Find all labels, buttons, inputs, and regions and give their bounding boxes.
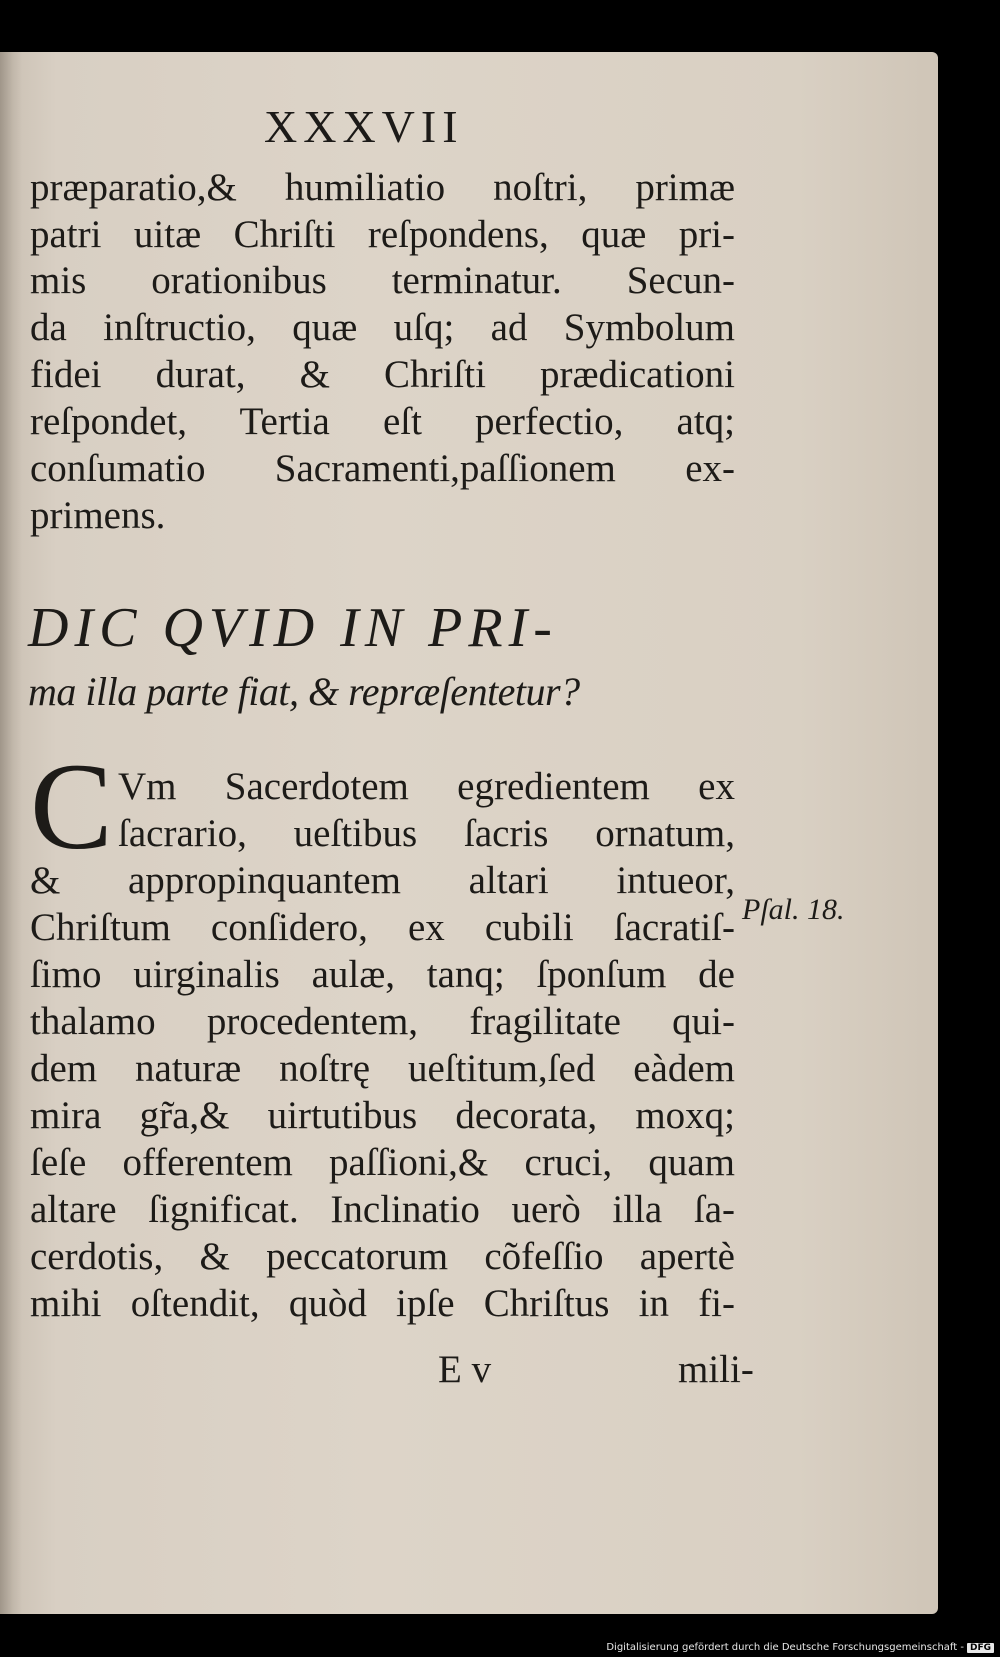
text-line: altare ſignificat. Inclinatio uerò illa ſa- bbox=[30, 1188, 735, 1231]
text-line: præparatio,& humiliatio noſtri, primæ bbox=[30, 166, 735, 209]
text-line: fidei durat, & Chriſti prædicationi bbox=[30, 353, 735, 396]
text-line: primens. bbox=[30, 494, 166, 537]
text-line: ſeſe offerentem paſſioni,& cruci, quam bbox=[30, 1141, 735, 1184]
gutter-shadow bbox=[0, 52, 22, 1614]
signature-mark: E v bbox=[438, 1348, 492, 1391]
dfg-logo: DFG bbox=[967, 1643, 994, 1653]
text-line: conſumatio Sacramenti,paſſionem ex- bbox=[30, 447, 735, 490]
section-subheading: ma illa parte fiat, & repræſentetur? bbox=[28, 669, 580, 714]
text-line: & appropinquantem altari intueor, bbox=[30, 859, 735, 902]
folio-number: XXXVII bbox=[264, 101, 464, 152]
text-line: patri uitæ Chriſti reſpondens, quæ pri- bbox=[30, 213, 735, 256]
text-line: mihi oſtendit, quòd ipſe Chriſtus in fi- bbox=[30, 1282, 735, 1325]
text-line: mira gr̃a,& uirtutibus decorata, moxq; bbox=[30, 1094, 735, 1137]
marginal-note: Pſal. 18. bbox=[742, 893, 845, 926]
text-line: da inſtructio, quæ uſq; ad Symbolum bbox=[30, 306, 735, 349]
section-heading: DIC QVID IN PRI- bbox=[28, 597, 558, 659]
text-line: ſacrario, ueſtibus ſacris ornatum, bbox=[118, 812, 735, 855]
funding-footer bbox=[606, 1642, 994, 1653]
text-line: ſimo uirginalis aulæ, tanq; ſponſum de bbox=[30, 953, 735, 996]
text-line: dem naturæ noſtrę ueſtitum,ſed eàdem bbox=[30, 1047, 735, 1090]
drop-cap-initial: C bbox=[30, 738, 113, 875]
text-line: reſpondet, Tertia eſt perfectio, atq; bbox=[30, 400, 735, 443]
catchword: mili- bbox=[678, 1348, 754, 1391]
footer-text: Digitalisierung gefördert durch die Deutsche Forschungsgemeinschaft - bbox=[606, 1642, 964, 1653]
text-line: mis orationibus terminatur. Secun- bbox=[30, 259, 735, 302]
text-line: Chriſtum conſidero, ex cubili ſacratiſ- bbox=[30, 906, 735, 949]
text-line: Vm Sacerdotem egredientem ex bbox=[118, 765, 735, 808]
text-line: thalamo procedentem, fragilitate qui- bbox=[30, 1000, 735, 1043]
text-line: cerdotis, & peccatorum cõfeſſio apertè bbox=[30, 1235, 735, 1278]
